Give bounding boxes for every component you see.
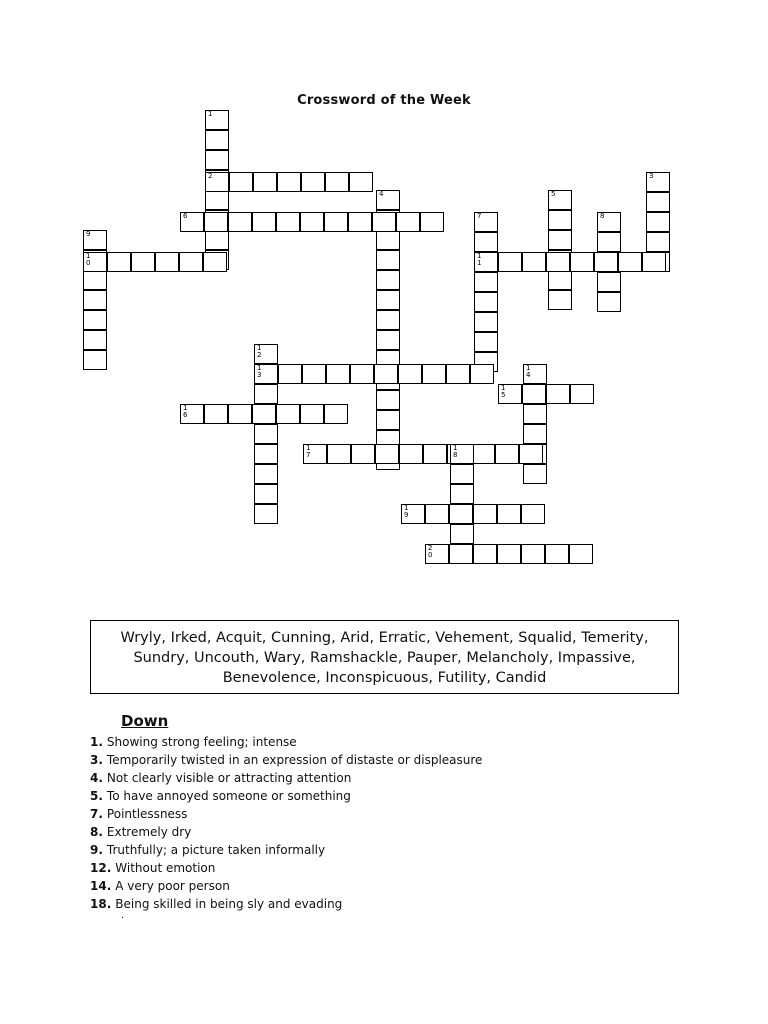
clue-number: 6 — [183, 212, 188, 220]
crossword-cell[interactable] — [350, 364, 374, 384]
crossword-cell[interactable] — [474, 212, 498, 232]
crossword-cell[interactable] — [254, 484, 278, 504]
clue-number-label: 8. — [90, 825, 103, 839]
crossword-cell[interactable] — [425, 544, 449, 564]
crossword-cell[interactable] — [423, 444, 447, 464]
clue-number: 1 2 — [257, 344, 262, 359]
crossword-cell[interactable] — [351, 444, 375, 464]
clue-text: To have annoyed someone or something — [106, 789, 351, 803]
crossword-cell[interactable] — [450, 464, 474, 484]
clue-item — [90, 841, 690, 859]
clue-number: 1 — [208, 110, 213, 118]
crossword-cell[interactable] — [205, 130, 229, 150]
clue-item — [90, 859, 690, 877]
crossword-cell[interactable] — [348, 212, 372, 232]
clue-item — [90, 805, 690, 823]
crossword-cell[interactable] — [83, 350, 107, 370]
clue-number: 1 8 — [453, 444, 458, 459]
crossword-cell[interactable] — [519, 444, 543, 464]
crossword-cell[interactable] — [376, 330, 400, 350]
clue-item — [90, 877, 690, 895]
clue-item — [90, 823, 690, 841]
crossword-cell[interactable] — [254, 364, 278, 384]
clue-text: Being skilled in being sly and evading — [115, 897, 343, 911]
clue-text: Extremely dry — [106, 825, 192, 839]
clue-text: Showing strong feeling; intense — [106, 735, 297, 749]
clue-text: Pointlessness — [106, 807, 188, 821]
crossword-cell[interactable] — [254, 424, 278, 444]
crossword-cell[interactable] — [597, 272, 621, 292]
crossword-cell[interactable] — [548, 230, 572, 250]
crossword-cell[interactable] — [376, 190, 400, 210]
crossword-cell[interactable] — [325, 172, 349, 192]
clue-number: 1 3 — [257, 364, 262, 379]
clue-number-label: 9. — [90, 843, 103, 857]
crossword-cell[interactable] — [254, 444, 278, 464]
crossword-cell[interactable] — [450, 444, 474, 464]
crossword-cell[interactable] — [548, 290, 572, 310]
crossword-cell[interactable] — [205, 172, 229, 192]
crossword-cell[interactable] — [253, 172, 277, 192]
crossword-cell[interactable] — [399, 444, 423, 464]
crossword-cell[interactable] — [179, 252, 203, 272]
clue-text: Temporarily twisted in an expression of distaste or displeasure — [106, 753, 483, 767]
crossword-cell[interactable] — [205, 230, 229, 250]
crossword-cell[interactable] — [228, 212, 252, 232]
crossword-cell[interactable] — [498, 384, 522, 404]
crossword-cell[interactable] — [546, 252, 570, 272]
down-clue-list — [90, 733, 690, 913]
clue-number: 1 9 — [404, 504, 409, 519]
crossword-cell[interactable] — [376, 290, 400, 310]
crossword-cell[interactable] — [276, 404, 300, 424]
crossword-cell[interactable] — [474, 332, 498, 352]
crossword-cell[interactable] — [276, 212, 300, 232]
crossword-cell[interactable] — [474, 252, 498, 272]
crossword-cell[interactable] — [646, 192, 670, 212]
clue-number: 1 5 — [501, 384, 506, 399]
crossword-cell[interactable] — [372, 212, 396, 232]
crossword-cell[interactable] — [597, 212, 621, 232]
crossword-cell[interactable] — [471, 444, 495, 464]
crossword-cell[interactable] — [523, 364, 547, 384]
crossword-cell[interactable] — [107, 252, 131, 272]
crossword-cell[interactable] — [646, 212, 670, 232]
crossword-cell[interactable] — [252, 212, 276, 232]
crossword-cell[interactable] — [470, 364, 494, 384]
clue-number: 1 4 — [526, 364, 531, 379]
crossword-cell[interactable] — [252, 404, 276, 424]
crossword-cell[interactable] — [497, 544, 521, 564]
crossword-cell[interactable] — [83, 290, 107, 310]
clue-number: 4 — [379, 190, 384, 198]
crossword-cell[interactable] — [376, 410, 400, 430]
crossword-cell[interactable] — [450, 524, 474, 544]
crossword-cell[interactable] — [254, 464, 278, 484]
clue-number: 5 — [551, 190, 556, 198]
crossword-cell[interactable] — [254, 344, 278, 364]
clue-number-label: 18. — [90, 897, 112, 911]
crossword-cell[interactable] — [521, 504, 545, 524]
crossword-cell[interactable] — [83, 330, 107, 350]
crossword-cell[interactable] — [83, 230, 107, 250]
crossword-cell[interactable] — [646, 232, 670, 252]
crossword-cell[interactable] — [155, 252, 179, 272]
clue-item — [90, 769, 690, 787]
crossword-cell[interactable] — [474, 232, 498, 252]
crossword-cell[interactable] — [570, 252, 594, 272]
crossword-cell[interactable] — [278, 364, 302, 384]
clue-number-label: 12. — [90, 861, 112, 875]
crossword-cell[interactable] — [349, 172, 373, 192]
crossword-cell[interactable] — [446, 364, 470, 384]
clue-number-label: 3. — [90, 753, 103, 767]
crossword-cell[interactable] — [474, 272, 498, 292]
crossword-cell[interactable] — [376, 230, 400, 250]
crossword-cell[interactable] — [131, 252, 155, 272]
crossword-cell[interactable] — [205, 150, 229, 170]
clue-number: 9 — [86, 230, 91, 238]
crossword-cell[interactable] — [473, 504, 497, 524]
clue-number: 8 — [600, 212, 605, 220]
crossword-cell[interactable] — [569, 544, 593, 564]
crossword-cell[interactable] — [204, 404, 228, 424]
crossword-cell[interactable] — [300, 212, 324, 232]
crossword-cell[interactable] — [396, 212, 420, 232]
crossword-cell[interactable] — [376, 250, 400, 270]
crossword-cell[interactable] — [420, 212, 444, 232]
crossword-cell[interactable] — [83, 310, 107, 330]
clue-item — [90, 787, 690, 805]
crossword-cell[interactable] — [376, 390, 400, 410]
clue-text: Not clearly visible or attracting attention — [106, 771, 352, 785]
crossword-cell[interactable] — [401, 504, 425, 524]
clue-number-label: 7. — [90, 807, 103, 821]
crossword-cell[interactable] — [398, 364, 422, 384]
crossword-cell[interactable] — [570, 384, 594, 404]
clue-number-label: 14. — [90, 879, 112, 893]
clue-number: 1 1 — [477, 252, 482, 267]
crossword-cell[interactable] — [376, 270, 400, 290]
crossword-cell[interactable] — [523, 464, 547, 484]
crossword-cell[interactable] — [449, 504, 473, 524]
crossword-cell[interactable] — [303, 444, 327, 464]
clue-text: Without emotion — [115, 861, 216, 875]
clue-number: 2 — [208, 172, 213, 180]
crossword-cell[interactable] — [474, 292, 498, 312]
crossword-cell[interactable] — [327, 444, 351, 464]
crossword-cell[interactable] — [180, 212, 204, 232]
clue-item — [90, 751, 690, 769]
crossword-cell[interactable] — [646, 172, 670, 192]
crossword-cell[interactable] — [83, 270, 107, 290]
crossword-cell[interactable] — [326, 364, 350, 384]
crossword-cell[interactable] — [425, 504, 449, 524]
crossword-cell[interactable] — [642, 252, 666, 272]
clue-number: 3 — [649, 172, 654, 180]
crossword-cell[interactable] — [618, 252, 642, 272]
crossword-cell[interactable] — [376, 310, 400, 330]
crossword-cell[interactable] — [521, 544, 545, 564]
crossword-cell[interactable] — [229, 172, 253, 192]
crossword-cell[interactable] — [548, 210, 572, 230]
crossword-cell[interactable] — [83, 252, 107, 272]
crossword-cell[interactable] — [597, 292, 621, 312]
crossword-cell[interactable] — [422, 364, 446, 384]
crossword-cell[interactable] — [180, 404, 204, 424]
down-heading: Down — [121, 712, 169, 730]
clue-number: 2 0 — [428, 544, 433, 559]
clue-number: 1 6 — [183, 404, 188, 419]
clue-number-label: 1. — [90, 735, 103, 749]
crossword-cell[interactable] — [474, 312, 498, 332]
crossword-cell[interactable] — [495, 444, 519, 464]
crossword-cell[interactable] — [522, 252, 546, 272]
crossword-cell[interactable] — [203, 252, 227, 272]
crossword-cell[interactable] — [545, 544, 569, 564]
crossword-cell[interactable] — [523, 404, 547, 424]
clue-item — [90, 733, 690, 751]
clue-number: 1 7 — [306, 444, 311, 459]
clue-number: 1 0 — [86, 252, 91, 267]
crossword-cell[interactable] — [204, 212, 228, 232]
crossword-cell[interactable] — [498, 252, 522, 272]
crossword-cell[interactable] — [449, 544, 473, 564]
crossword-cell[interactable] — [324, 404, 348, 424]
crossword-cell[interactable] — [205, 190, 229, 210]
crossword-cell[interactable] — [254, 504, 278, 524]
clue-number: 7 — [477, 212, 482, 220]
crossword-cell[interactable] — [302, 364, 326, 384]
crossword-cell[interactable] — [301, 172, 325, 192]
crossword-cell[interactable] — [548, 270, 572, 290]
crossword-cell[interactable] — [450, 484, 474, 504]
crossword-cell[interactable] — [375, 444, 399, 464]
crossword-cell[interactable] — [548, 190, 572, 210]
crossword-cell[interactable] — [473, 544, 497, 564]
crossword-cell[interactable] — [254, 384, 278, 404]
crossword-cell[interactable] — [277, 172, 301, 192]
crossword-cell[interactable] — [522, 384, 546, 404]
crossword-cell[interactable] — [497, 504, 521, 524]
page-title: Crossword of the Week — [297, 93, 471, 108]
crossword-cell[interactable] — [205, 110, 229, 130]
crossword-cell[interactable] — [546, 384, 570, 404]
clue-item — [90, 895, 690, 913]
crossword-cell[interactable] — [300, 404, 324, 424]
crossword-cell[interactable] — [374, 364, 398, 384]
clue-number-label: 5. — [90, 789, 103, 803]
stray-mark: · — [121, 913, 125, 924]
clue-number-label: 4. — [90, 771, 103, 785]
crossword-cell[interactable] — [594, 252, 618, 272]
clue-text: A very poor person — [115, 879, 230, 893]
clue-text: Truthfully; a picture taken informally — [106, 843, 326, 857]
crossword-cell[interactable] — [597, 232, 621, 252]
crossword-cell[interactable] — [324, 212, 348, 232]
crossword-cell[interactable] — [523, 424, 547, 444]
word-bank: Wryly, Irked, Acquit, Cunning, Arid, Erratic, Vehement, Squalid, Temerity, Sundry, Uncouth, Wary, Ramshackle, Pauper, Melancholy, Impassive, Benevolence, Inconspicuous, Futility, Candid — [90, 620, 679, 694]
crossword-cell[interactable] — [228, 404, 252, 424]
